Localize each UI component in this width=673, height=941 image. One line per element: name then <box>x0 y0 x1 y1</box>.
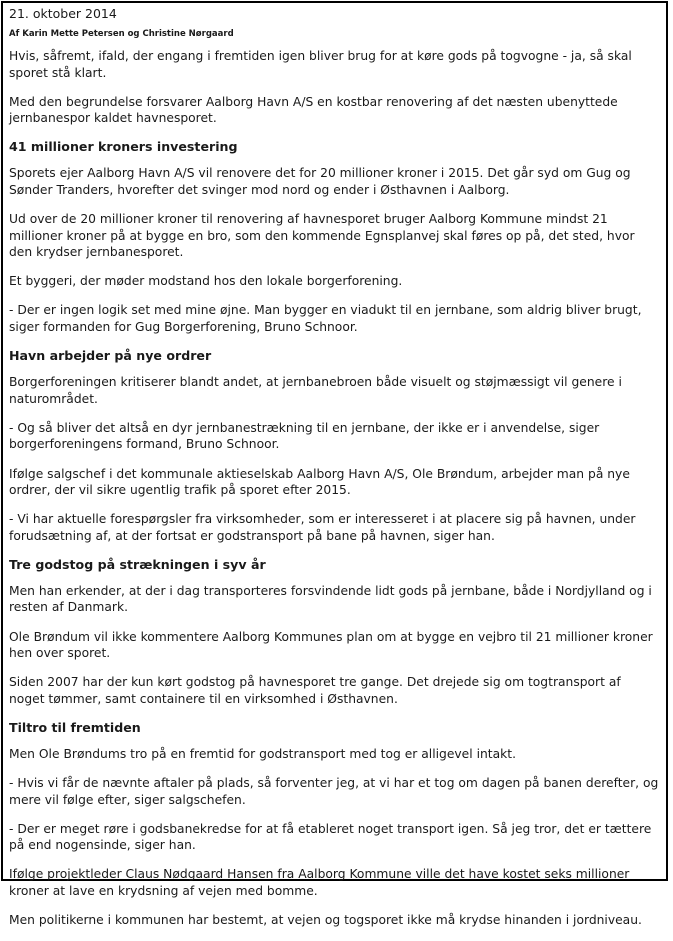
article-date: 21. oktober 2014 <box>9 6 117 21</box>
section-heading: Tre godstog på strækningen i syv år <box>9 556 266 572</box>
paragraph: Men Ole Brøndums tro på en fremtid for godstransport med tog er alligevel intakt. <box>9 746 516 761</box>
section-heading: Tiltro til fremtiden <box>9 719 141 735</box>
section-heading: Havn arbejder på nye ordrer <box>9 348 212 364</box>
section-heading: 41 millioner kroners investering <box>9 139 238 155</box>
paragraph: Sporets ejer Aalborg Havn A/S vil renovere det for 20 millioner kroner i 2015. Det går syd om Gug og Sønder Tranders, hvorefter det svinger mod nord og ender i Østhavnen i Aalborg. <box>9 166 631 197</box>
paragraph: Med den begrundelse forsvarer Aalborg Havn A/S en kostbar renovering af det næsten ubenyttede jernbanespor kaldet havnesporet. <box>9 94 618 126</box>
paragraph: - Der er ingen logik set med mine øjne. Man bygger en viadukt til en jernbane, som aldrig bliver brugt, siger formanden for Gug Borgerforening, Bruno Schnoor. <box>9 303 642 335</box>
paragraph: - Der er meget røre i godsbanekredse for at få etableret noget transport igen. Så jeg tror, det er tættere på end nogensinde, siger han. <box>9 821 652 853</box>
paragraph: - Og så bliver det altså en dyr jernbanestrækning til en jernbane, der ikke er i anvendelse, siger borgerforeningens formand, Bruno Schnoor. <box>9 420 600 452</box>
paragraph: Hvis, såfremt, ifald, der engang i fremtiden igen bliver brug for at køre gods på togvogne - ja, så skal sporet stå klart. <box>9 49 632 80</box>
paragraph: Et byggeri, der møder modstand hos den lokale borgerforening. <box>9 274 403 289</box>
paragraph: Ifølge salgschef i det kommunale aktieselskab Aalborg Havn A/S, Ole Brøndum, arbejder man på nye ordrer, der vil sikre ugentlig trafik på sporet efter 2015. <box>9 466 630 498</box>
paragraph: - Vi har aktuelle forespørgsler fra virksomheder, som er interesseret i at placere sig på havnen, under forudsætning af, at der fortsat er godstransport på bane på havnen, siger han. <box>9 512 636 543</box>
paragraph: Ole Brøndum vil ikke kommentere Aalborg Kommunes plan om at bygge en vejbro til 21 millioner kroner hen over sporet. <box>9 629 653 661</box>
paragraph: Borgerforeningen kritiserer blandt andet, at jernbanebroen både visuelt og støjmæssigt vil genere i naturområdet. <box>9 375 622 406</box>
paragraph: Men politikerne i kommunen har bestemt, at vejen og togsporet ikke må krydse hinanden i jordniveau. <box>9 913 642 928</box>
paragraph: Ud over de 20 millioner kroner til renovering af havnesporet bruger Aalborg Kommune mindst 21 millioner kroner på at bygge en bro, som den kommende Egnsplanvej skal føres op på, det sted, hvor den krydser jernbanesporet. <box>9 212 635 260</box>
article-byline: Af Karin Mette Petersen og Christine Nørgaard <box>9 29 234 39</box>
paragraph: - Hvis vi får de nævnte aftaler på plads, så forventer jeg, at vi har et tog om dagen på banen derefter, og mere vil følge efter, siger salgschefen. <box>9 776 659 807</box>
paragraph: Siden 2007 har der kun kørt godstog på havnesporet tre gange. Det drejede sig om togtransport af noget tømmer, samt containere til en virksomhed i Østhavnen. <box>9 675 621 706</box>
paragraph: Ifølge projektleder Claus Nødgaard Hansen fra Aalborg Kommune ville det have kostet seks millioner kroner at lave en krydsning af vejen med bomme. <box>9 867 630 898</box>
paragraph: Men han erkender, at der i dag transporteres forsvindende lidt gods på jernbane, både i Nordjylland og i resten af Danmark. <box>9 583 652 615</box>
article-frame <box>1 1 668 928</box>
article-content <box>9 6 659 941</box>
